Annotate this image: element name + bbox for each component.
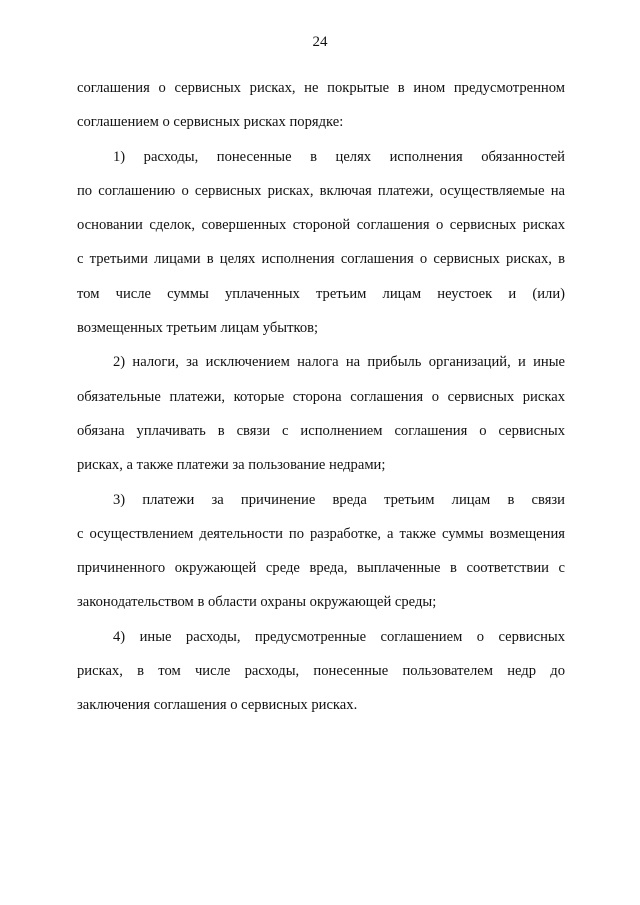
text-line: основании сделок, совершенных стороной соглашения о сервисных рисках bbox=[77, 217, 565, 234]
text-line: заключения соглашения о сервисных рисках. bbox=[77, 697, 358, 714]
page-number: 24 bbox=[312, 34, 328, 50]
text-line: причиненного окружающей среде вреда, выплаченные в соответствии с bbox=[77, 560, 565, 577]
text-line: законодательством в области охраны окружающей среды; bbox=[77, 594, 437, 611]
text-line: 1) расходы, понесенные в целях исполнения обязанностей bbox=[113, 148, 565, 165]
text-line: обязана уплачивать в связи с исполнением соглашения о сервисных bbox=[77, 422, 565, 439]
text-line: соглашения о сервисных рисках, не покрытые в ином предусмотренном bbox=[77, 80, 565, 96]
text-line: с осуществлением деятельности по разработке, а также суммы возмещения bbox=[77, 525, 565, 542]
document-body bbox=[77, 71, 565, 723]
text-line: 3) платежи за причинение вреда третьим лицам в связи bbox=[113, 491, 565, 508]
text-line: с третьими лицами в целях исполнения соглашения о сервисных рисках, в bbox=[77, 251, 565, 268]
text-line: возмещенных третьим лицам убытков; bbox=[77, 320, 319, 337]
text-line: 4) иные расходы, предусмотренные соглашением о сервисных bbox=[113, 628, 565, 645]
text-line: рисках, а также платежи за пользование недрами; bbox=[77, 457, 386, 474]
text-line: рисках, в том числе расходы, понесенные пользователем недр до bbox=[77, 663, 565, 680]
text-line: 2) налоги, за исключением налога на прибыль организаций, и иные bbox=[113, 354, 565, 371]
text-line: том числе суммы уплаченных третьим лицам неустоек и (или) bbox=[77, 285, 565, 302]
text-line: по соглашению о сервисных рисках, включая платежи, осуществляемые на bbox=[77, 182, 565, 199]
text-line: обязательные платежи, которые сторона соглашения о сервисных рисках bbox=[77, 388, 565, 405]
text-line: соглашением о сервисных рисках порядке: bbox=[77, 114, 344, 131]
